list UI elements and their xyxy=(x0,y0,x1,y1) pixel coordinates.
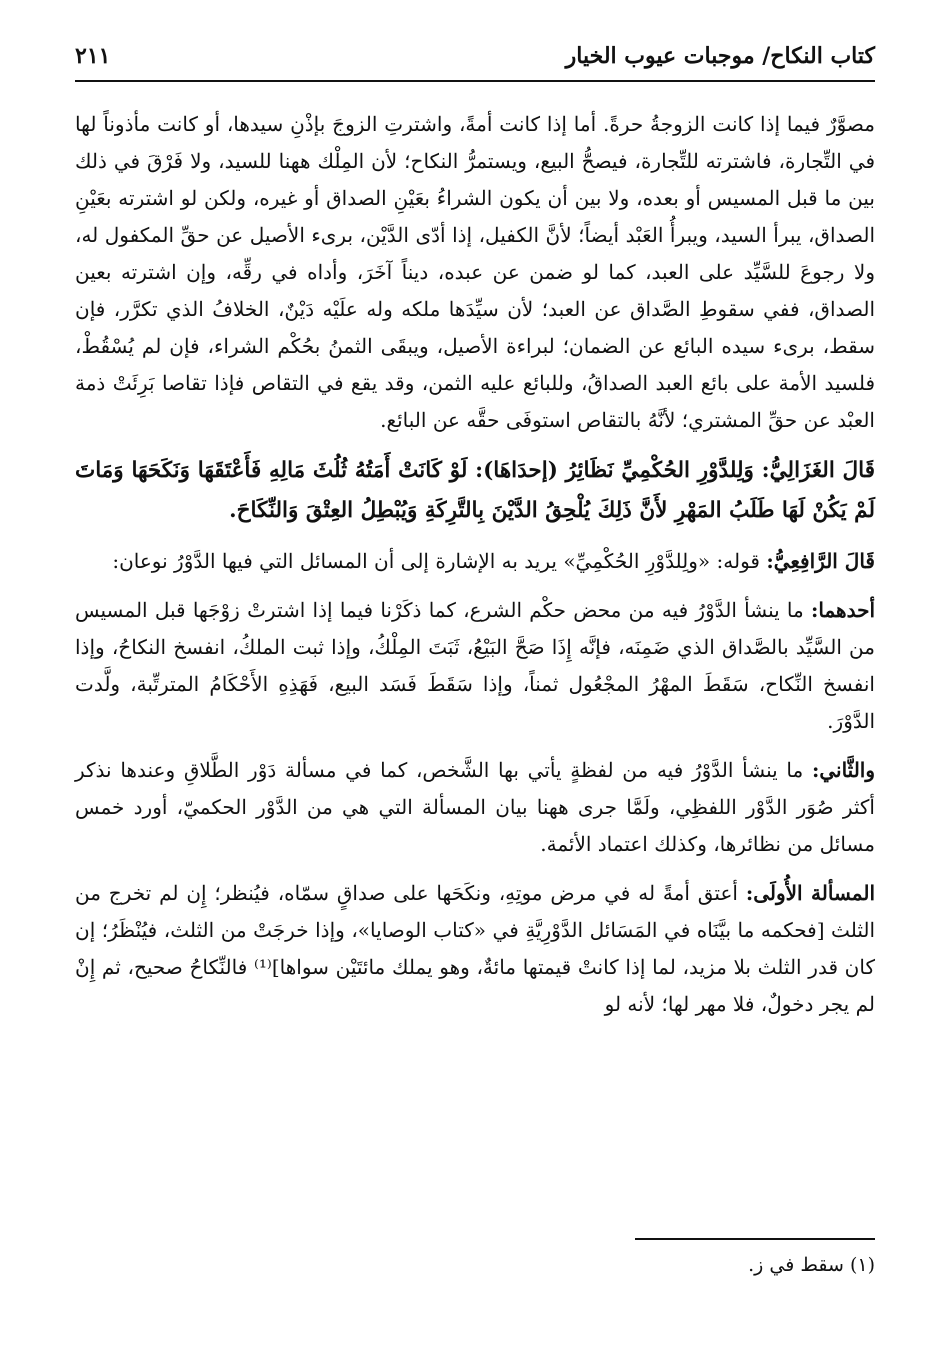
footnote-divider xyxy=(635,1238,875,1240)
page-number: ٢١١ xyxy=(75,43,111,69)
paragraph-text: قوله: «ولِلدَّوْرِ الحُكْمِيِّ» يريد به الإشارة إلى أن المسائل التي فيها الدَّوْرُ نوعان: xyxy=(112,549,760,573)
paragraph-second-type xyxy=(75,752,875,863)
paragraph-text: ما ينشأ الدَّوْرُ فيه من محض حكْم الشرع، كما ذكَرْنا فيما إذا اشترتْ زوْجَها قبل المسيس من السَّيِّد بالصَّداق الذي ضَمِنَه، فإنَّه إِذَا صَحَّ البَيْعُ، ثَبَتَ المِلْكُ، وإذا ثبت الملكُ، انفسخ النكاحُ، وإذا انفسخ النِّكاح، سَقَطَ المهْرُ المجْعُول ثمناً، وإذا سَقَطَ فَسَد البيع، فَهَذِهِ الأَحْكَامُ المترتِّبة، ولَّدت الدَّوْرَ. xyxy=(75,598,875,733)
paragraph-text: ما ينشأ الدَّوْرُ فيه من لفظةٍ يأتي بها الشَّخص، كما في مسألة دَوْر الطَّلاقِ وعندها نذكر أكثر صُوَر الدَّوْر اللفظِي، ولَمَّا جرى ههنا بيان المسألة التي هي من الدَّوْر الحكميّ، أورد خمس مسائل من نظائرها، وكذلك اعتماد الأئمة. xyxy=(75,758,875,856)
footnote xyxy=(75,1250,875,1280)
paragraph-lead-second: والثَّاني: xyxy=(811,758,876,782)
paragraph-ghazali-quote xyxy=(75,451,875,531)
paragraph-text: أعتق أمةً له في مرض موتِهِ، ونكَحَها على صداقٍ سمّاه، فيُنظر؛ إِن لم تخرج من الثلث [فحكمه ما بيَّنَاه في المَسَائل الدَّوْرِيَّةِ في «كتاب الوصايا»، وإذا خرجَتْ من الثلث، فيُنْظَرُ؛ إن كان قدر الثلث بلا مزيد، لما إذا كانتْ قيمتها مائةٌ، وهو يملك مائتَيْن سواها]⁽¹⁾ فالنِّكاحُ صحيح، ثم إِنْ لم يجر دخولٌ، فلا مهر لها؛ لأنه لو xyxy=(75,881,875,1016)
footnote-text: سقط في ز. xyxy=(748,1254,844,1276)
speaker-label-ghazali: قَالَ الغَزَالِيُّ: xyxy=(761,458,875,483)
speaker-label-rafii: قَالَ الرَّافِعِيُّ: xyxy=(766,549,875,573)
header-divider xyxy=(75,80,875,82)
running-header xyxy=(75,34,875,78)
paragraph-rafii xyxy=(75,543,875,580)
paragraph-text: مصوَّرٌ فيما إذا كانت الزوجةُ حرةً. أما إذا كانت أمةً، واشترتِ الزوجَ بإذْنِ سيدها، أو كانت مأذوناً لها في التِّجارة، فاشترته للتِّجارة، فيصحُّ البيع، ويستمرُّ النكاح؛ لأن المِلْك ههنا للسيد، ولا فَرْقَ في ذلك بين ما قبل المسيس أو بعده، ولا بين أن يكون الشراءُ بعَيْنِ الصداق أو غيره، ولكن لو اشترته بعَيْنِ الصداق، يبرأ السيد، ويبرأُ العَبْد أيضاً؛ لأنَّ الكفيل، إذا أدّى الدَّيْن، برىء الأصيل عن حقِّ المكفول له، ولا رجوعَ للسَّيِّد على العبد، كما لو ضمن عن عبده، ديناً آخَرَ، وأداه في رقِّه، وإن اشترته بعين الصداق، ففي سقوطِ الصَّداق عن العبد؛ لأن سيِّدَها ملكه وله علَيْه دَيْنٌ، الخلافُ الذي تكرَّر، فإن سقط، برىء سيده البائع عن الضمان؛ لبراءة الأصيل، ويبقَى الثمنُ بحُكْم الشراء، فإن لم يُسْقُطْ، فلسيد الأمة على بائع العبد الصداقُ، وللبائع عليه الثمن، وقد يقع في التقاص فإذا تقاصا بَرِئَتْ ذمة العبْد عن حقِّ المشتري؛ لأنَّهُ بالتقاص استوفَى حقَّه عن البائع. xyxy=(75,112,875,432)
running-title: كتاب النكاح/ موجبات عيوب الخيار xyxy=(565,43,875,69)
paragraph-continuation xyxy=(75,106,875,439)
book-page xyxy=(75,20,875,1330)
paragraph-lead-first-issue: المسألة الأُولَى: xyxy=(745,881,876,905)
footnote-marker: (١) xyxy=(849,1254,875,1276)
paragraph-lead-first: أحدهما: xyxy=(811,598,876,622)
paragraph-first-type xyxy=(75,592,875,740)
page-body xyxy=(75,106,875,1023)
paragraph-first-issue xyxy=(75,875,875,1023)
paragraph-text: وَلِلدَّوْرِ الحُكْمِيِّ نَظَائِرُ (إحدَاهَا): لَوْ كَانَتْ أَمَتُهُ ثُلُثَ مَالِهِ فَأَعْتَقَهَا وَنَكَحَهَا وَمَاتَ لَمْ يَكُنْ لَهَا طَلَبُ المَهْرِ لأَنَّ ذَلِكَ يُلْحِقُ الدَّيْنَ بِالتَّرِكَةِ وَيُبْطِلُ العِتْقَ وَالنِّكَاحَ. xyxy=(75,458,875,523)
